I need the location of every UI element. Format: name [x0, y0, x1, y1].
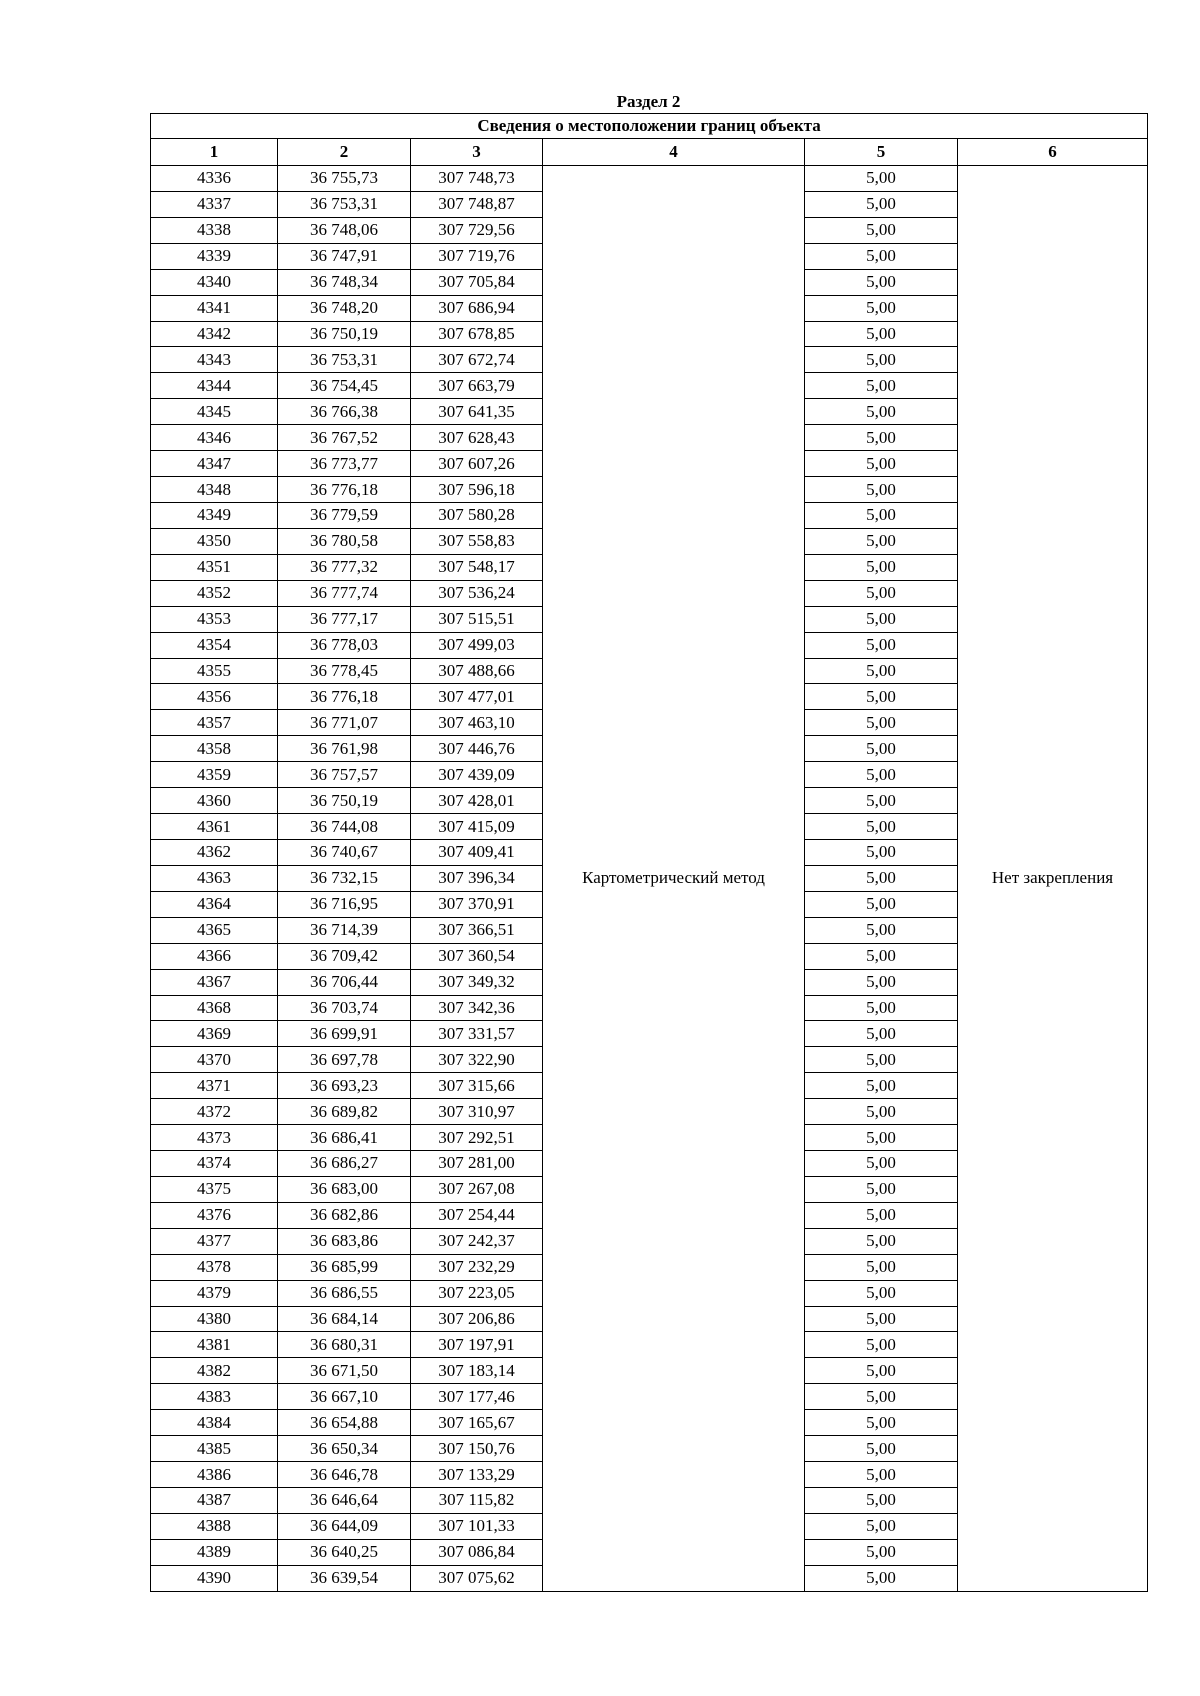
coordinate-y-cell: 307 177,46 [411, 1384, 543, 1410]
coordinate-x-cell: 36 714,39 [278, 917, 411, 943]
accuracy-cell: 5,00 [805, 1099, 958, 1125]
coordinate-y-cell: 307 150,76 [411, 1436, 543, 1462]
accuracy-cell: 5,00 [805, 632, 958, 658]
coordinate-x-cell: 36 683,00 [278, 1176, 411, 1202]
coordinate-y-cell: 307 607,26 [411, 451, 543, 477]
column-header-4: 4 [543, 139, 805, 166]
accuracy-cell: 5,00 [805, 425, 958, 451]
coordinate-x-cell: 36 686,27 [278, 1151, 411, 1177]
point-number-cell: 4351 [151, 554, 278, 580]
coordinate-y-cell: 307 686,94 [411, 295, 543, 321]
coordinate-x-cell: 36 686,55 [278, 1280, 411, 1306]
accuracy-cell: 5,00 [805, 788, 958, 814]
accuracy-cell: 5,00 [805, 1073, 958, 1099]
coordinate-y-cell: 307 366,51 [411, 917, 543, 943]
coordinate-x-cell: 36 755,73 [278, 166, 411, 192]
point-number-cell: 4345 [151, 399, 278, 425]
table-body [151, 166, 1148, 1592]
column-header-5: 5 [805, 139, 958, 166]
coordinate-x-cell: 36 761,98 [278, 736, 411, 762]
coordinate-y-cell: 307 396,34 [411, 865, 543, 891]
coordinate-x-cell: 36 747,91 [278, 243, 411, 269]
coordinate-x-cell: 36 778,45 [278, 658, 411, 684]
coordinate-y-cell: 307 223,05 [411, 1280, 543, 1306]
coordinate-y-cell: 307 133,29 [411, 1462, 543, 1488]
accuracy-cell: 5,00 [805, 1306, 958, 1332]
coordinate-x-cell: 36 682,86 [278, 1202, 411, 1228]
coordinate-y-cell: 307 183,14 [411, 1358, 543, 1384]
accuracy-cell: 5,00 [805, 995, 958, 1021]
coordinate-x-cell: 36 780,58 [278, 528, 411, 554]
coordinate-x-cell: 36 776,18 [278, 684, 411, 710]
fixation-cell: Нет закрепления [958, 166, 1148, 1592]
coordinate-y-cell: 307 115,82 [411, 1488, 543, 1514]
accuracy-cell: 5,00 [805, 1488, 958, 1514]
point-number-cell: 4375 [151, 1176, 278, 1202]
coordinate-x-cell: 36 753,31 [278, 347, 411, 373]
accuracy-cell: 5,00 [805, 865, 958, 891]
accuracy-cell: 5,00 [805, 839, 958, 865]
coordinate-y-cell: 307 558,83 [411, 528, 543, 554]
accuracy-cell: 5,00 [805, 1539, 958, 1565]
coordinate-y-cell: 307 415,09 [411, 814, 543, 840]
point-number-cell: 4385 [151, 1436, 278, 1462]
accuracy-cell: 5,00 [805, 347, 958, 373]
point-number-cell: 4347 [151, 451, 278, 477]
coordinate-x-cell: 36 757,57 [278, 762, 411, 788]
point-number-cell: 4344 [151, 373, 278, 399]
coordinate-x-cell: 36 744,08 [278, 814, 411, 840]
accuracy-cell: 5,00 [805, 295, 958, 321]
accuracy-cell: 5,00 [805, 1125, 958, 1151]
coordinate-x-cell: 36 779,59 [278, 502, 411, 528]
accuracy-cell: 5,00 [805, 554, 958, 580]
accuracy-cell: 5,00 [805, 451, 958, 477]
point-number-cell: 4380 [151, 1306, 278, 1332]
coordinate-y-cell: 307 596,18 [411, 477, 543, 503]
coordinate-x-cell: 36 646,64 [278, 1488, 411, 1514]
table-row [151, 166, 1148, 192]
accuracy-cell: 5,00 [805, 166, 958, 192]
accuracy-cell: 5,00 [805, 1358, 958, 1384]
coordinate-y-cell: 307 254,44 [411, 1202, 543, 1228]
table-caption: Сведения о местоположении границ объекта [151, 114, 1148, 139]
coordinate-y-cell: 307 232,29 [411, 1254, 543, 1280]
coordinate-x-cell: 36 671,50 [278, 1358, 411, 1384]
coordinate-y-cell: 307 310,97 [411, 1099, 543, 1125]
accuracy-cell: 5,00 [805, 1228, 958, 1254]
coordinate-x-cell: 36 748,20 [278, 295, 411, 321]
point-number-cell: 4386 [151, 1462, 278, 1488]
point-number-cell: 4379 [151, 1280, 278, 1306]
accuracy-cell: 5,00 [805, 1462, 958, 1488]
coordinate-x-cell: 36 697,78 [278, 1047, 411, 1073]
point-number-cell: 4346 [151, 425, 278, 451]
coordinate-x-cell: 36 750,19 [278, 788, 411, 814]
accuracy-cell: 5,00 [805, 943, 958, 969]
coordinate-x-cell: 36 777,74 [278, 580, 411, 606]
coordinate-x-cell: 36 686,41 [278, 1125, 411, 1151]
coordinate-x-cell: 36 778,03 [278, 632, 411, 658]
point-number-cell: 4378 [151, 1254, 278, 1280]
accuracy-cell: 5,00 [805, 814, 958, 840]
accuracy-cell: 5,00 [805, 1176, 958, 1202]
coordinate-y-cell: 307 446,76 [411, 736, 543, 762]
coordinate-y-cell: 307 242,37 [411, 1228, 543, 1254]
coordinate-y-cell: 307 499,03 [411, 632, 543, 658]
accuracy-cell: 5,00 [805, 477, 958, 503]
accuracy-cell: 5,00 [805, 710, 958, 736]
point-number-cell: 4387 [151, 1488, 278, 1514]
point-number-cell: 4377 [151, 1228, 278, 1254]
point-number-cell: 4367 [151, 969, 278, 995]
coordinate-y-cell: 307 075,62 [411, 1565, 543, 1591]
coordinate-x-cell: 36 771,07 [278, 710, 411, 736]
coordinate-y-cell: 307 548,17 [411, 554, 543, 580]
point-number-cell: 4370 [151, 1047, 278, 1073]
point-number-cell: 4364 [151, 891, 278, 917]
coordinate-y-cell: 307 488,66 [411, 658, 543, 684]
accuracy-cell: 5,00 [805, 217, 958, 243]
accuracy-cell: 5,00 [805, 1254, 958, 1280]
coordinate-x-cell: 36 748,06 [278, 217, 411, 243]
accuracy-cell: 5,00 [805, 969, 958, 995]
accuracy-cell: 5,00 [805, 321, 958, 347]
coordinate-y-cell: 307 729,56 [411, 217, 543, 243]
coordinate-x-cell: 36 753,31 [278, 191, 411, 217]
coordinate-y-cell: 307 292,51 [411, 1125, 543, 1151]
point-number-cell: 4352 [151, 580, 278, 606]
accuracy-cell: 5,00 [805, 1021, 958, 1047]
coordinate-y-cell: 307 360,54 [411, 943, 543, 969]
coordinate-x-cell: 36 644,09 [278, 1513, 411, 1539]
method-cell: Картометрический метод [543, 166, 805, 1592]
accuracy-cell: 5,00 [805, 191, 958, 217]
coordinate-x-cell: 36 639,54 [278, 1565, 411, 1591]
coordinate-y-cell: 307 641,35 [411, 399, 543, 425]
point-number-cell: 4350 [151, 528, 278, 554]
coordinate-x-cell: 36 703,74 [278, 995, 411, 1021]
coordinate-y-cell: 307 439,09 [411, 762, 543, 788]
coordinate-y-cell: 307 748,87 [411, 191, 543, 217]
point-number-cell: 4356 [151, 684, 278, 710]
accuracy-cell: 5,00 [805, 1280, 958, 1306]
coordinate-y-cell: 307 349,32 [411, 969, 543, 995]
point-number-cell: 4336 [151, 166, 278, 192]
point-number-cell: 4383 [151, 1384, 278, 1410]
coordinate-x-cell: 36 683,86 [278, 1228, 411, 1254]
point-number-cell: 4372 [151, 1099, 278, 1125]
coordinate-y-cell: 307 477,01 [411, 684, 543, 710]
point-number-cell: 4361 [151, 814, 278, 840]
coordinate-y-cell: 307 101,33 [411, 1513, 543, 1539]
point-number-cell: 4362 [151, 839, 278, 865]
coordinate-x-cell: 36 699,91 [278, 1021, 411, 1047]
accuracy-cell: 5,00 [805, 269, 958, 295]
coordinate-y-cell: 307 678,85 [411, 321, 543, 347]
point-number-cell: 4374 [151, 1151, 278, 1177]
coordinate-x-cell: 36 754,45 [278, 373, 411, 399]
point-number-cell: 4337 [151, 191, 278, 217]
column-header-2: 2 [278, 139, 411, 166]
point-number-cell: 4354 [151, 632, 278, 658]
point-number-cell: 4340 [151, 269, 278, 295]
point-number-cell: 4390 [151, 1565, 278, 1591]
accuracy-cell: 5,00 [805, 580, 958, 606]
accuracy-cell: 5,00 [805, 243, 958, 269]
coordinate-x-cell: 36 732,15 [278, 865, 411, 891]
coordinate-x-cell: 36 680,31 [278, 1332, 411, 1358]
accuracy-cell: 5,00 [805, 658, 958, 684]
point-number-cell: 4353 [151, 606, 278, 632]
point-number-cell: 4341 [151, 295, 278, 321]
point-number-cell: 4366 [151, 943, 278, 969]
accuracy-cell: 5,00 [805, 1202, 958, 1228]
coordinate-x-cell: 36 685,99 [278, 1254, 411, 1280]
coordinate-x-cell: 36 650,34 [278, 1436, 411, 1462]
point-number-cell: 4365 [151, 917, 278, 943]
coordinate-y-cell: 307 705,84 [411, 269, 543, 295]
accuracy-cell: 5,00 [805, 762, 958, 788]
point-number-cell: 4389 [151, 1539, 278, 1565]
column-header-1: 1 [151, 139, 278, 166]
coordinate-y-cell: 307 748,73 [411, 166, 543, 192]
accuracy-cell: 5,00 [805, 1332, 958, 1358]
coordinate-x-cell: 36 693,23 [278, 1073, 411, 1099]
coordinate-x-cell: 36 777,32 [278, 554, 411, 580]
accuracy-cell: 5,00 [805, 1384, 958, 1410]
accuracy-cell: 5,00 [805, 528, 958, 554]
point-number-cell: 4384 [151, 1410, 278, 1436]
column-header-6: 6 [958, 139, 1148, 166]
point-number-cell: 4343 [151, 347, 278, 373]
point-number-cell: 4357 [151, 710, 278, 736]
point-number-cell: 4381 [151, 1332, 278, 1358]
coordinate-y-cell: 307 672,74 [411, 347, 543, 373]
point-number-cell: 4382 [151, 1358, 278, 1384]
coordinate-x-cell: 36 776,18 [278, 477, 411, 503]
coordinate-y-cell: 307 536,24 [411, 580, 543, 606]
coordinate-y-cell: 307 315,66 [411, 1073, 543, 1099]
accuracy-cell: 5,00 [805, 891, 958, 917]
accuracy-cell: 5,00 [805, 399, 958, 425]
coordinate-x-cell: 36 716,95 [278, 891, 411, 917]
point-number-cell: 4369 [151, 1021, 278, 1047]
coordinate-x-cell: 36 640,25 [278, 1539, 411, 1565]
coordinate-y-cell: 307 322,90 [411, 1047, 543, 1073]
coordinate-x-cell: 36 750,19 [278, 321, 411, 347]
coordinate-y-cell: 307 370,91 [411, 891, 543, 917]
coordinate-y-cell: 307 267,08 [411, 1176, 543, 1202]
accuracy-cell: 5,00 [805, 606, 958, 632]
coordinate-x-cell: 36 748,34 [278, 269, 411, 295]
point-number-cell: 4339 [151, 243, 278, 269]
column-number-row [151, 139, 1148, 166]
coordinate-x-cell: 36 767,52 [278, 425, 411, 451]
accuracy-cell: 5,00 [805, 736, 958, 762]
point-number-cell: 4373 [151, 1125, 278, 1151]
accuracy-cell: 5,00 [805, 1047, 958, 1073]
coordinate-x-cell: 36 709,42 [278, 943, 411, 969]
accuracy-cell: 5,00 [805, 1410, 958, 1436]
accuracy-cell: 5,00 [805, 1513, 958, 1539]
coordinate-y-cell: 307 580,28 [411, 502, 543, 528]
coordinate-y-cell: 307 428,01 [411, 788, 543, 814]
point-number-cell: 4363 [151, 865, 278, 891]
column-header-3: 3 [411, 139, 543, 166]
coordinate-y-cell: 307 342,36 [411, 995, 543, 1021]
coordinate-x-cell: 36 773,77 [278, 451, 411, 477]
coordinate-y-cell: 307 197,91 [411, 1332, 543, 1358]
coordinate-x-cell: 36 777,17 [278, 606, 411, 632]
coordinate-x-cell: 36 667,10 [278, 1384, 411, 1410]
coordinate-x-cell: 36 706,44 [278, 969, 411, 995]
coordinate-y-cell: 307 206,86 [411, 1306, 543, 1332]
accuracy-cell: 5,00 [805, 1436, 958, 1462]
point-number-cell: 4349 [151, 502, 278, 528]
accuracy-cell: 5,00 [805, 917, 958, 943]
point-number-cell: 4338 [151, 217, 278, 243]
section-title: Раздел 2 [616, 92, 681, 111]
coordinate-y-cell: 307 165,67 [411, 1410, 543, 1436]
point-number-cell: 4371 [151, 1073, 278, 1099]
coordinate-y-cell: 307 515,51 [411, 606, 543, 632]
coordinate-x-cell: 36 654,88 [278, 1410, 411, 1436]
table-caption-row [151, 114, 1148, 139]
coordinate-y-cell: 307 719,76 [411, 243, 543, 269]
coordinate-y-cell: 307 628,43 [411, 425, 543, 451]
coordinate-y-cell: 307 331,57 [411, 1021, 543, 1047]
point-number-cell: 4360 [151, 788, 278, 814]
coordinate-y-cell: 307 086,84 [411, 1539, 543, 1565]
accuracy-cell: 5,00 [805, 502, 958, 528]
coordinate-y-cell: 307 663,79 [411, 373, 543, 399]
point-number-cell: 4358 [151, 736, 278, 762]
point-number-cell: 4342 [151, 321, 278, 347]
coordinate-y-cell: 307 409,41 [411, 839, 543, 865]
coordinate-y-cell: 307 281,00 [411, 1151, 543, 1177]
coordinate-x-cell: 36 689,82 [278, 1099, 411, 1125]
coordinate-x-cell: 36 740,67 [278, 839, 411, 865]
point-number-cell: 4368 [151, 995, 278, 1021]
coordinate-x-cell: 36 684,14 [278, 1306, 411, 1332]
coordinate-x-cell: 36 646,78 [278, 1462, 411, 1488]
coordinate-x-cell: 36 766,38 [278, 399, 411, 425]
point-number-cell: 4388 [151, 1513, 278, 1539]
accuracy-cell: 5,00 [805, 1565, 958, 1591]
boundary-table [150, 113, 1148, 1592]
coordinate-y-cell: 307 463,10 [411, 710, 543, 736]
point-number-cell: 4348 [151, 477, 278, 503]
accuracy-cell: 5,00 [805, 1151, 958, 1177]
accuracy-cell: 5,00 [805, 684, 958, 710]
point-number-cell: 4376 [151, 1202, 278, 1228]
point-number-cell: 4355 [151, 658, 278, 684]
point-number-cell: 4359 [151, 762, 278, 788]
accuracy-cell: 5,00 [805, 373, 958, 399]
